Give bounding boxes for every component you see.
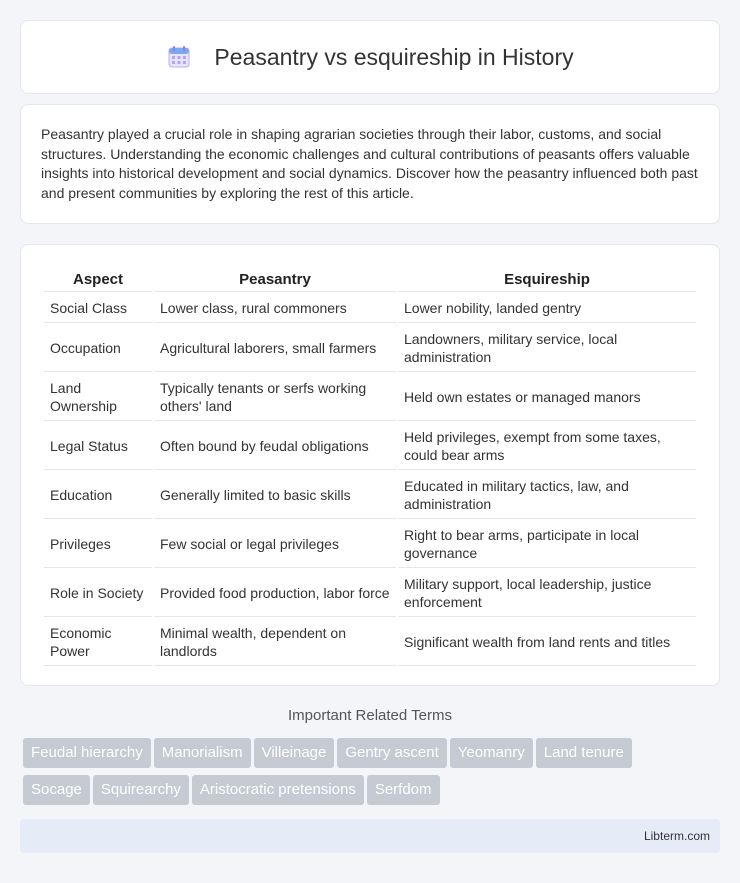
- table-cell: Occupation: [44, 325, 152, 372]
- intro-text: Peasantry played a crucial role in shaping agrarian societies through their labor, customs, and social structures. Understanding the economic challenges and cultural contributions of peasants offers valuable insights into historical development and social dynamics. Discover how the peasantry influenced both past and present communities by exploring the rest of this article.: [41, 126, 698, 201]
- table-cell: Held own estates or managed manors: [398, 374, 696, 421]
- table-cell: Typically tenants or serfs working others' land: [154, 374, 396, 421]
- table-cell: Generally limited to basic skills: [154, 472, 396, 519]
- table-cell: Right to bear arms, participate in local governance: [398, 521, 696, 568]
- related-term-tag[interactable]: Aristocratic pretensions: [192, 775, 364, 805]
- table-row: [44, 294, 696, 323]
- table-header-row: [44, 267, 696, 292]
- footer: [20, 819, 720, 853]
- footer-site-link[interactable]: Libterm.com: [643, 829, 710, 843]
- table-cell: Legal Status: [44, 423, 152, 470]
- column-header: Aspect: [44, 267, 152, 292]
- related-term-tag[interactable]: Land tenure: [536, 738, 632, 768]
- table-cell: Minimal wealth, dependent on landlords: [154, 619, 396, 666]
- table-cell: Educated in military tactics, law, and administration: [398, 472, 696, 519]
- table-cell: Provided food production, labor force: [154, 570, 396, 617]
- table-cell: Agricultural laborers, small farmers: [154, 325, 396, 372]
- column-header: Esquireship: [398, 267, 696, 292]
- comparison-card: [20, 244, 720, 686]
- page-title: Peasantry vs esquireship in History: [214, 43, 574, 70]
- related-terms-title: Important Related Terms: [288, 707, 452, 724]
- table-cell: Significant wealth from land rents and titles: [398, 619, 696, 666]
- table-cell: Privileges: [44, 521, 152, 568]
- table-row: [44, 423, 696, 470]
- related-term-tag[interactable]: Manorialism: [154, 738, 251, 768]
- table-cell: Land Ownership: [44, 374, 152, 421]
- table-row: [44, 570, 696, 617]
- related-term-tag[interactable]: Serfdom: [367, 775, 440, 805]
- table-row: [44, 521, 696, 568]
- related-term-tag[interactable]: Squirearchy: [93, 775, 189, 805]
- calendar-icon: [166, 44, 192, 70]
- table-cell: Lower nobility, landed gentry: [398, 294, 696, 323]
- table-cell: Held privileges, exempt from some taxes, could bear arms: [398, 423, 696, 470]
- table-cell: Landowners, military service, local administration: [398, 325, 696, 372]
- table-row: [44, 619, 696, 666]
- related-term-tag[interactable]: Feudal hierarchy: [23, 738, 151, 768]
- table-row: [44, 374, 696, 421]
- table-cell: Economic Power: [44, 619, 152, 666]
- header-card: [20, 20, 720, 94]
- table-row: [44, 472, 696, 519]
- related-term-tag[interactable]: Yeomanry: [450, 738, 533, 768]
- table-cell: Often bound by feudal obligations: [154, 423, 396, 470]
- table-cell: Role in Society: [44, 570, 152, 617]
- intro-card: [20, 104, 720, 224]
- comparison-table: [42, 265, 698, 668]
- table-cell: Education: [44, 472, 152, 519]
- table-cell: Few social or legal privileges: [154, 521, 396, 568]
- related-term-tag[interactable]: Villeinage: [254, 738, 335, 768]
- table-cell: Social Class: [44, 294, 152, 323]
- table-cell: Military support, local leadership, justice enforcement: [398, 570, 696, 617]
- related-term-tag[interactable]: Gentry ascent: [337, 738, 446, 768]
- column-header: Peasantry: [154, 267, 396, 292]
- related-term-tag[interactable]: Socage: [23, 775, 90, 805]
- table-cell: Lower class, rural commoners: [154, 294, 396, 323]
- table-row: [44, 325, 696, 372]
- related-terms-list: [23, 738, 703, 812]
